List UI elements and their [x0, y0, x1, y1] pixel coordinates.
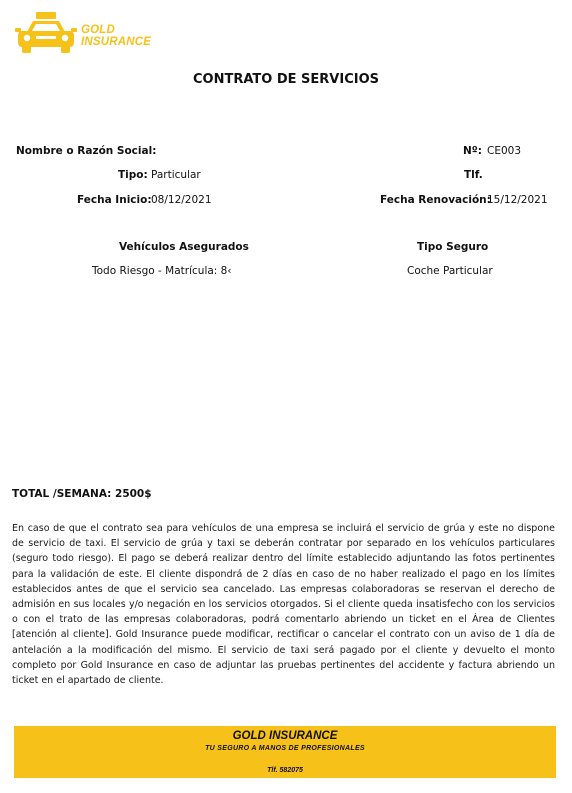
footer-brand: GOLD INSURANCE [232, 730, 338, 742]
tlf-label: Tlf. [464, 169, 483, 181]
vehiculos-header: Vehículos Asegurados [119, 241, 249, 253]
logo-text [81, 24, 151, 48]
numero-value: CE003 [487, 145, 522, 157]
tipo-seguro-value: Coche Particular [407, 265, 493, 277]
tipo-value: Particular [151, 169, 201, 181]
document-title: CONTRATO DE SERVICIOS [193, 72, 379, 87]
footer-phone: Tlf. 582075 [267, 767, 303, 774]
logo-line2: INSURANCE [81, 36, 152, 48]
brand-logo [15, 12, 165, 60]
terms-paragraph: En caso de que el contrato sea para vehículos de una empresa se incluirá el servicio de grúa y este no dispone de servicio de taxi. El servicio de grúa y taxi se deberán contratar por separado en los vehículos particulares (seguro todo riesgo). El pago se deberá realizar dentro del límite establecido adjuntando las fotos pertinentes para la validación de este. El cliente dispondrá de 2 días en caso de no haber realizado el pago en los límites establecidos antes de que el servicio sea cancelado. Las empresas colaboradoras se reservan el derecho de admisión en sus locales y/o negación en los servicios otorgados. Si el cliente queda insatisfecho con los servicios o con el trato de las empresas colaboradoras, podrá comentarlo abriendo un ticket en el Área de Clientes [atención al cliente]. Gold Insurance puede modificar, rectificar o cancelar el contrato con un aviso de 1 día de antelación a la modificación del mismo. El servicio de taxi será pagado por el cliente y devuelto el monto completo por Gold Insurance en caso de adjuntar las pruebas pertinentes del accidente y factura abriendo un ticket en el apartado de cliente. [12, 523, 555, 687]
fecha-renovacion-value: 15/12/2021 [487, 194, 548, 206]
numero-label: Nº: [463, 145, 482, 157]
total-weekly: TOTAL /SEMANA: 2500$ [12, 488, 152, 500]
footer-banner [14, 726, 556, 778]
vehiculos-value: Todo Riesgo - Matrícula: 8‹ [92, 265, 232, 277]
car-icon [15, 12, 77, 54]
tipo-seguro-header: Tipo Seguro [417, 241, 489, 253]
logo-line1: GOLD [81, 24, 116, 36]
footer-slogan: TU SEGURO A MANOS DE PROFESIONALES [205, 745, 365, 752]
fecha-inicio-label: Fecha Inicio: [77, 194, 152, 206]
fecha-inicio-value: 08/12/2021 [151, 194, 212, 206]
fecha-renovacion-label: Fecha Renovación: [380, 194, 491, 206]
nombre-label: Nombre o Razón Social: [16, 145, 157, 157]
tipo-label: Tipo: [118, 169, 148, 181]
